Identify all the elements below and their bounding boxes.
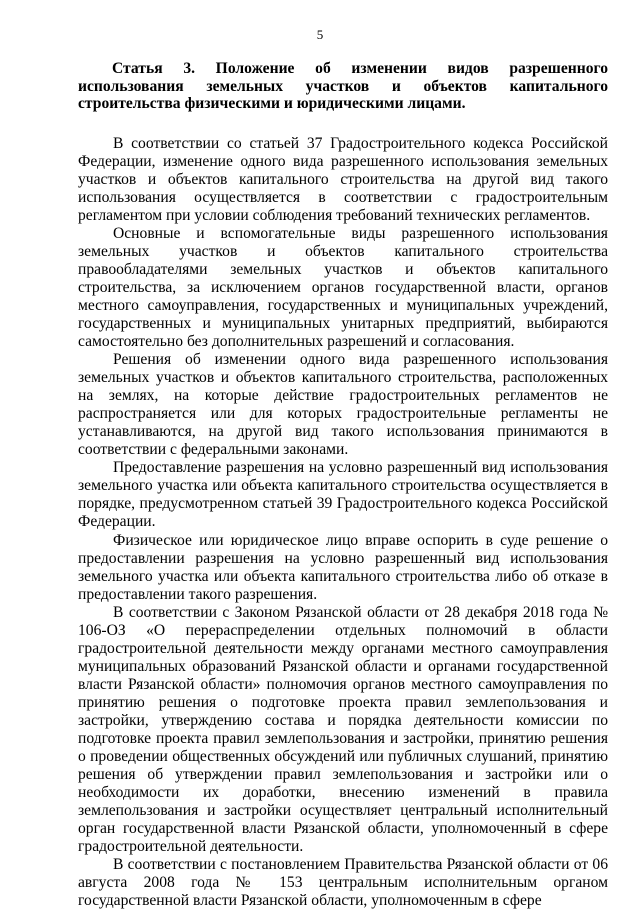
paragraph-federal-laws-decisions: Решения об изменении одного вида разрешенного использования земельных участков и объектов капитального строительства, расположенных на землях, на которые действие градостроительных регламентов не распространяется или для которых градостроительные регламенты не устанавливаются, на другой вид такого использования принимаются в соответствии с федеральными законами.	[78, 351, 608, 459]
paragraph-government-resolution: В соответствии с постановлением Правительства Рязанской области от 06 августа 2008 года № 153 центральным исполнительным органом государственной власти Рязанской области, уполномоченным в сфере	[78, 856, 608, 910]
paragraph-main-auxiliary-uses: Основные и вспомогательные виды разрешенного использования земельных участков и объектов капитального строительства правообладателями земельных участков и объектов капитального строительства, за исключением органов государственной власти, органов местного самоуправления, государственных и муниципальных учреждений, государственных и муниципальных унитарных предприятий, выбираются самостоятельно без дополнительных разрешений и согласования.	[78, 224, 608, 351]
page-number: 5	[316, 27, 324, 42]
article-heading: Статья 3. Положение об изменении видов разрешенного использования земельных участков и объектов капитального строительства физическими и юридическими лицами.	[78, 60, 608, 112]
article-body	[78, 60, 608, 911]
paragraph-court-appeal: Физическое или юридическое лицо вправе оспорить в суде решение о предоставлении разрешения на условно разрешенный вид использования земельного участка или объекта капитального строительства либо об отказе в предоставлении такого разрешения.	[78, 531, 608, 603]
paragraph-ryazan-law: В соответствии с Законом Рязанской области от 28 декабря 2018 года № 106-ОЗ «О перераспределении отдельных полномочий в области градостроительной деятельности между органами местного самоуправления муниципальных образований Рязанской области и органами государственной власти Рязанской области» полномочия органов местного самоуправления по принятию решения о подготовке проекта правил землепользования и застройки, утверждению состава и порядка деятельности комиссии по подготовке проекта правил землепользования и застройки, принятию решения о проведении общественных обсуждений или публичных слушаний, принятию решения об утверждении правил землепользования и застройки или о необходимости их доработки, внесению изменений в правила землепользования и застройки осуществляет центральный исполнительный орган государственной власти Рязанской области, уполномоченный в сфере градостроительной деятельности.	[78, 603, 608, 856]
paragraph-conditional-permit: Предоставление разрешения на условно разрешенный вид использования земельного участка или объекта капитального строительства осуществляется в порядке, предусмотренном статьей 39 Градостроительного кодекса Российской Федерации.	[78, 459, 608, 531]
paragraph-article-37: В соответствии со статьей 37 Градостроительного кодекса Российской Федерации, изменение одного вида разрешенного использования земельных участков и объектов капитального строительства на другой вид такого использования осуществляется в соответствии с градостроительным регламентом при условии соблюдения требований технических регламентов.	[78, 134, 608, 224]
